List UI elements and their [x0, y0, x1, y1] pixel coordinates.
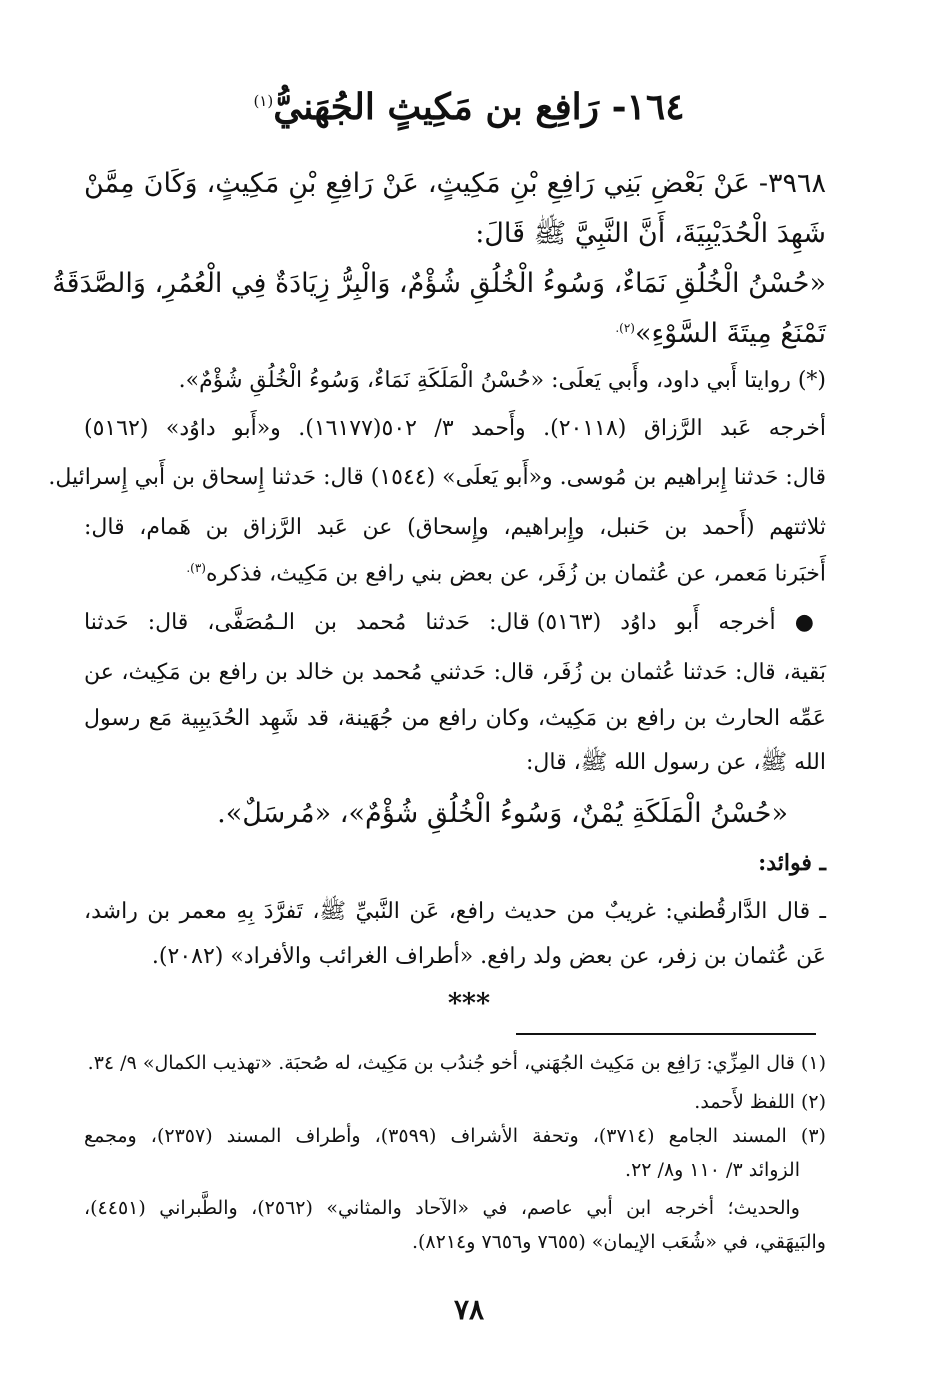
page-number: ٧٨ — [453, 1293, 485, 1326]
second-line-3: عَمِّه الحارث بن رافع بن مَكِيث، وكان رافع من جُهَينة، قد شَهِد الحُدَيبِية مَع رسول — [84, 706, 826, 731]
takhrij-line-4: ثلاثتهم (أَحمد بن حَنبل، وإِبراهيم، وإِسحاق) عن عَبد الرَّزاق بن هَمام، قال: — [84, 515, 826, 540]
footnote-divider — [516, 1033, 816, 1035]
takhrij-line-5-text: أَخبَرنا مَعمر، عن عُثمان بن زُفَر، عن بعض بني رافع بن مَكِيث، فذكره — [205, 561, 826, 587]
footnote-3-line-2: الزوائد ٣/ ١١٠ و٨/ ٢٢. — [625, 1159, 800, 1181]
takhrij-line-1: (*) روايتا أَبي داود، وأَبي يَعلَى: «حُسْنُ الْمَلَكَةِ نَمَاءٌ، وَسُوءُ الْخُلُقِ شُؤْمٌ». — [178, 368, 826, 393]
takhrij-line-5 — [186, 562, 826, 585]
footnote-4-line-1: والحديث؛ أخرجه ابن أبي عاصم، في «الآحاد والمثاني» (٢٥٦٢)، والطَّبراني (٤٤٥١)، — [84, 1197, 800, 1219]
benefits-line-1: ـ قال الدَّارقُطني: غريبٌ من حديث رافع، عَن النَّبيِّ ﷺ، تَفرَّدَ بِهِ معمر بن راشد، — [84, 899, 826, 924]
benefits-heading: ـ فوائد: — [758, 850, 826, 876]
hadith-line-4-text: تَمْنَعُ مِيتَةَ السَّوْءِ» — [634, 318, 826, 349]
footnote-2: (٢) اللفظ لأَحمد. — [694, 1091, 826, 1113]
hadith-line-2: شَهِدَ الْحُدَيْبِيَةَ، أَنَّ النَّبِيَّ ﷺ قَالَ: — [475, 218, 826, 249]
second-line-4: الله ﷺ، عن رسول الله ﷺ، قال: — [526, 750, 826, 775]
hadith-line-4 — [615, 320, 826, 347]
chapter-title — [0, 86, 938, 128]
footnote-1: (١) قال المِزِّي: رَافِع بن مَكِيث الجُهَني، أخو جُندُب بن مَكِيث، له صُحبَة. «تهذيب الكمال» ٩/ ٣٤. — [87, 1052, 826, 1074]
benefits-line-2: عَن عُثمان بن زفر، عن بعض ولد رافع. «أطراف الغرائب والأفراد» (٢٠٨٢). — [151, 944, 826, 969]
footnote-ref-3: (٣). — [186, 561, 206, 575]
section-separator: *** — [447, 988, 491, 1019]
second-line-2: بَقية، قال: حَدثنا عُثمان بن زُفَر، قال: حَدثني مُحمد بن خالد بن رافع بن مَكِيث، عن — [84, 660, 826, 685]
takhrij-line-2: أخرجه عَبد الرَّزاق (٢٠١١٨). وأَحمد ٣/ ٥٠٢(١٦١٧٧). و«أَبو داوُد» (٥١٦٢) — [84, 416, 827, 441]
hadith-line-3: «حُسْنُ الْخُلُقِ نَمَاءٌ، وَسُوءُ الْخُلُقِ شُؤْمٌ، وَالْبِرُّ زِيَادَةٌ فِي الْعُمُرِ، وَالصَّدَقَةُ — [52, 268, 826, 299]
footnote-4-line-2: والبَيهَقي، في «شُعَب الإيمان» (٧٦٥٥ و٧٦٥٦ و٨٢١٤). — [411, 1231, 826, 1253]
chapter-title-text: ١٦٤- رَافِع بن مَكِيثٍ الجُهَنيُّ — [273, 86, 685, 128]
footnote-3-line-1: (٣) المسند الجامع (٣٧١٤)، وتحفة الأشراف (٣٥٩٩)، وأطراف المسند (٢٣٥٧)، ومجمع — [84, 1125, 826, 1147]
second-line-5: «حُسْنُ الْمَلَكَةِ يُمْنٌ، وَسُوءُ الْخُلُقِ شُؤْمٌ»، «مُرسَلٌ». — [217, 798, 788, 829]
hadith-line-1: ٣٩٦٨- عَنْ بَعْضِ بَنِي رَافِعِ بْنِ مَكِيثٍ، عَنْ رَافِعِ بْنِ مَكِيثٍ، وَكَانَ مِمَّنْ — [84, 168, 826, 199]
footnote-ref-1: (١) — [253, 92, 274, 110]
footnote-ref-2: (٢). — [615, 321, 635, 335]
second-line-1: ● أخرجه أَبو داوُد (٥١٦٣) قال: حَدثنا مُحمد بن الـمُصَفَّى، قال: حَدثنا — [84, 610, 826, 635]
takhrij-line-3: قال: حَدثنا إِبراهيم بن مُوسى. و«أَبو يَعلَى» (١٥٤٤) قال: حَدثنا إِسحاق بن أَبي إِسرائيل. — [48, 465, 826, 490]
